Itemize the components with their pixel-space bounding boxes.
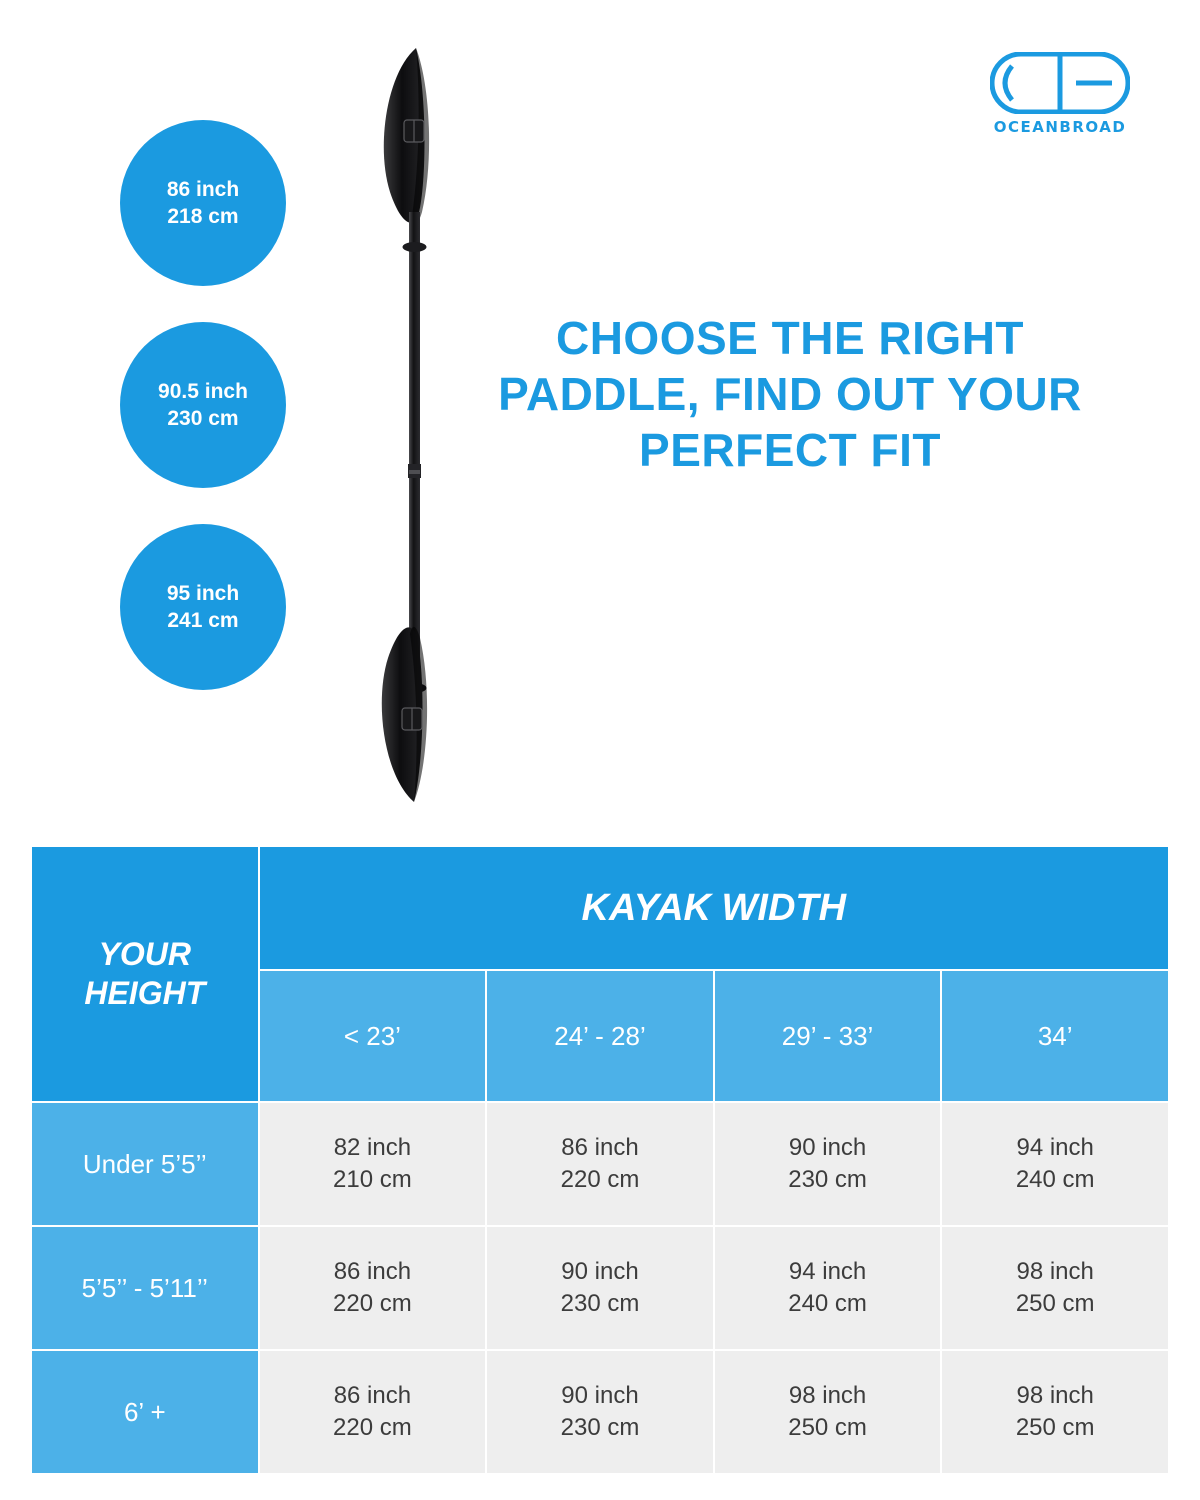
your-height-header-line1: YOUR	[98, 935, 192, 972]
table-cell	[486, 1226, 714, 1350]
table-cell	[941, 1350, 1169, 1474]
cell-cm: 220 cm	[560, 1166, 640, 1193]
size-chart-table	[30, 845, 1170, 1475]
cell-inch: 98 inch	[1016, 1257, 1094, 1285]
size-chart	[30, 845, 1170, 1475]
row-height-label: 5’5’’ - 5’11’’	[31, 1226, 259, 1350]
table-cell	[714, 1102, 942, 1226]
table-cell	[941, 1102, 1169, 1226]
table-row	[31, 1102, 1169, 1226]
cell-cm: 220 cm	[333, 1414, 412, 1441]
cell-cm: 250 cm	[1015, 1414, 1095, 1441]
cell-cm: 240 cm	[1015, 1166, 1095, 1193]
table-cell	[714, 1226, 942, 1350]
table-cell	[486, 1350, 714, 1474]
cell-cm: 210 cm	[333, 1166, 412, 1193]
cell-inch: 94 inch	[1016, 1133, 1094, 1161]
size-bubble-cm: 241 cm	[167, 609, 239, 632]
cell-inch: 86 inch	[333, 1257, 412, 1285]
table-cell	[259, 1102, 487, 1226]
row-height-label: Under 5’5’’	[31, 1102, 259, 1226]
your-height-header-line2: HEIGHT	[84, 975, 206, 1011]
table-cell	[714, 1350, 942, 1474]
table-header-row	[31, 846, 1169, 970]
width-column-header: 34’	[941, 970, 1169, 1102]
cell-inch: 90 inch	[561, 1257, 639, 1285]
row-height-label: 6’ +	[31, 1350, 259, 1474]
cell-cm: 240 cm	[788, 1290, 867, 1317]
cell-inch: 90 inch	[561, 1381, 639, 1409]
cell-inch: 94 inch	[788, 1257, 867, 1285]
size-bubble-cm: 218 cm	[167, 205, 239, 228]
table-cell	[941, 1226, 1169, 1350]
cell-cm: 220 cm	[333, 1290, 412, 1317]
size-bubble	[120, 524, 286, 690]
size-bubble	[120, 120, 286, 286]
width-column-header: 29’ - 33’	[714, 970, 942, 1102]
table-cell	[259, 1350, 487, 1474]
size-bubble-cm: 230 cm	[167, 407, 239, 430]
size-bubble	[120, 322, 286, 488]
cell-inch: 90 inch	[788, 1133, 867, 1161]
width-column-header: 24’ - 28’	[486, 970, 714, 1102]
oceanbroad-logo-icon	[990, 52, 1130, 114]
size-bubble-inch: 90.5 inch	[158, 379, 248, 403]
size-bubble-inch: 95 inch	[166, 581, 240, 605]
brand-name: OCEANBROAD	[993, 118, 1127, 136]
cell-cm: 230 cm	[788, 1166, 867, 1193]
width-column-header: < 23’	[259, 970, 487, 1102]
cell-inch: 82 inch	[333, 1133, 412, 1161]
cell-cm: 250 cm	[788, 1414, 867, 1441]
cell-inch: 86 inch	[333, 1381, 412, 1409]
table-cell	[486, 1102, 714, 1226]
cell-inch: 98 inch	[1016, 1381, 1094, 1409]
kayak-width-header: KAYAK WIDTH	[259, 846, 1169, 970]
cell-inch: 98 inch	[788, 1381, 867, 1409]
table-row	[31, 1350, 1169, 1474]
table-row	[31, 1226, 1169, 1350]
table-cell	[259, 1226, 487, 1350]
page-title: CHOOSE THE RIGHT PADDLE, FIND OUT YOUR PERFECT FIT	[498, 312, 1082, 477]
cell-inch: 86 inch	[561, 1133, 639, 1161]
size-bubble-inch: 86 inch	[166, 177, 240, 201]
cell-cm: 250 cm	[1015, 1290, 1095, 1317]
brand-logo	[980, 52, 1140, 152]
cell-cm: 230 cm	[560, 1414, 640, 1441]
your-height-header	[31, 846, 259, 1102]
cell-cm: 230 cm	[560, 1290, 640, 1317]
